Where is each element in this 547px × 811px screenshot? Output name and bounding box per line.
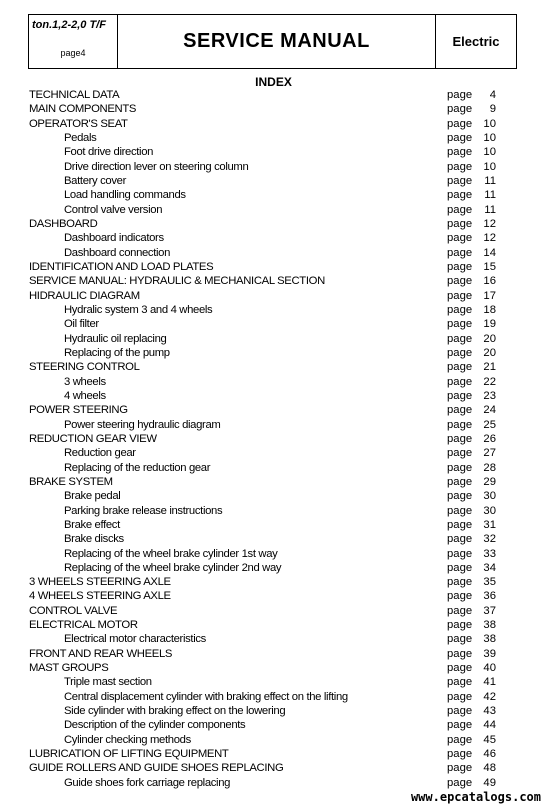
toc-entry-title: POWER STEERING [29,404,128,417]
toc-page-word: page [447,103,473,116]
toc-page-number: 10 [483,146,496,159]
toc-page-number: 25 [483,418,496,431]
toc-entry-title: SERVICE MANUAL: HYDRAULIC & MECHANICAL SECTION [29,275,325,288]
toc-entry-title: Replacing of the pump [64,346,170,359]
toc-page-word: page [447,289,473,302]
toc-entry-title: Drive direction lever on steering column [64,160,249,173]
toc-page-number: 4 [489,89,496,101]
toc-page-number: 12 [483,217,496,230]
model-label: ton.1,2-2,0 T/F [32,19,106,31]
toc-entry[interactable] [0,589,547,603]
toc-entry-title: Parking brake release instructions [64,504,223,517]
toc-entry-title: LUBRICATION OF LIFTING EQUIPMENT [29,748,229,761]
toc-page-number: 28 [483,461,496,474]
toc-page-number: 19 [483,318,496,331]
toc-entry-title: Brake discks [64,533,124,546]
toc-page-word: page [447,275,473,288]
toc-entry-title: Replacing of the wheel brake cylinder 1st way [64,547,278,560]
toc-page-word: page [447,117,473,130]
toc-entry[interactable] [0,661,547,675]
toc-page-word: page [447,690,473,703]
toc-page-word: page [447,633,473,646]
toc-subentry[interactable] [0,332,547,346]
toc-entry-title: Dashboard indicators [64,232,164,245]
toc-entry[interactable] [0,360,547,374]
toc-page-word: page [447,447,473,460]
toc-page-number: 48 [483,762,496,775]
toc-subentry[interactable] [0,188,547,202]
toc-entry[interactable] [0,403,547,417]
toc-entry-title: MAIN COMPONENTS [29,103,137,116]
toc-subentry[interactable] [0,303,547,317]
toc-page-word: page [447,504,473,517]
toc-page-number: 18 [483,303,496,316]
toc-entry-title: ELECTRICAL MOTOR [29,619,138,632]
toc-page-number: 44 [483,719,496,732]
toc-subentry[interactable] [0,446,547,460]
toc-entry-title: Hydralic system 3 and 4 wheels [64,303,213,316]
toc-subentry[interactable] [0,174,547,188]
toc-entry-title: IDENTIFICATION AND LOAD PLATES [29,260,214,273]
toc-entry[interactable] [0,260,547,274]
toc-page-number: 43 [483,705,496,718]
toc-page-number: 30 [483,490,496,503]
toc-subentry[interactable] [0,718,547,732]
index-heading: INDEX [255,75,292,89]
toc-subentry[interactable] [0,733,547,747]
toc-page-number: 42 [483,690,496,703]
toc-entry-title: Pedals [64,131,97,144]
toc-entry[interactable] [0,88,547,102]
toc-page-word: page [447,561,473,574]
toc-subentry[interactable] [0,317,547,331]
toc-page-word: page [447,662,473,675]
toc-page-word: page [447,217,473,230]
table-of-contents [0,88,547,790]
toc-page-word: page [447,733,473,746]
toc-entry-title: REDUCTION GEAR VIEW [29,432,157,445]
toc-entry-title: Foot drive direction [64,146,154,159]
toc-entry-title: Triple mast section [64,676,152,689]
toc-page-number: 22 [483,375,496,388]
toc-page-word: page [447,475,473,488]
toc-entry[interactable] [0,274,547,288]
toc-page-word: page [447,418,473,431]
toc-subentry[interactable] [0,547,547,561]
toc-page-number: 16 [483,275,496,288]
toc-entry[interactable] [0,747,547,761]
toc-page-word: page [447,131,473,144]
toc-page-number: 33 [483,547,496,560]
toc-entry[interactable] [0,761,547,775]
toc-page-number: 29 [483,475,496,488]
toc-entry-title: Electrical motor characteristics [64,633,206,646]
toc-page-number: 40 [483,662,496,675]
toc-page-word: page [447,676,473,689]
toc-entry-title: HIDRAULIC DIAGRAM [29,289,140,302]
toc-entry[interactable] [0,117,547,131]
toc-page-number: 39 [483,647,496,660]
toc-page-word: page [447,389,473,402]
toc-page-number: 27 [483,447,496,460]
toc-entry-title: BRAKE SYSTEM [29,475,113,488]
toc-subentry[interactable] [0,704,547,718]
toc-entry-title: Cylinder checking methods [64,733,191,746]
toc-subentry[interactable] [0,518,547,532]
toc-page-word: page [447,533,473,546]
toc-page-word: page [447,490,473,503]
toc-entry[interactable] [0,618,547,632]
toc-page-number: 32 [483,533,496,546]
toc-entry[interactable] [0,575,547,589]
header-category-cell [436,15,516,68]
toc-subentry[interactable] [0,231,547,245]
header-model-cell [29,15,118,68]
toc-page-word: page [447,318,473,331]
toc-subentry[interactable] [0,346,547,360]
toc-entry[interactable] [0,217,547,231]
toc-entry-title: Reduction gear [64,447,136,460]
toc-page-word: page [447,232,473,245]
toc-page-number: 38 [483,633,496,646]
toc-page-number: 36 [483,590,496,603]
toc-entry-title: Central displacement cylinder with braking effect on the lifting [64,690,348,703]
toc-entry-title: Replacing of the wheel brake cylinder 2nd way [64,561,282,574]
toc-page-word: page [447,189,473,202]
toc-subentry[interactable] [0,203,547,217]
toc-entry-title: Control valve version [64,203,163,216]
toc-subentry[interactable] [0,532,547,546]
toc-entry-title: Hydraulic oil replacing [64,332,167,345]
toc-page-word: page [447,375,473,388]
toc-page-word: page [447,361,473,374]
toc-entry-title: 4 WHEELS STEERING AXLE [29,590,171,603]
toc-subentry[interactable] [0,131,547,145]
toc-entry-title: Guide shoes fork carriage replacing [64,776,231,789]
toc-page-number: 49 [483,776,496,789]
toc-subentry[interactable] [0,389,547,403]
toc-page-word: page [447,461,473,474]
toc-subentry[interactable] [0,461,547,475]
toc-page-word: page [447,619,473,632]
toc-page-word: page [447,776,473,789]
toc-page-word: page [447,518,473,531]
toc-subentry[interactable] [0,246,547,260]
toc-entry[interactable] [0,647,547,661]
document-header [28,14,517,69]
toc-subentry[interactable] [0,489,547,503]
toc-page-word: page [447,203,473,216]
toc-entry-title: TECHNICAL DATA [29,89,120,101]
toc-page-number: 41 [483,676,496,689]
toc-page-number: 14 [483,246,496,259]
toc-subentry[interactable] [0,145,547,159]
toc-entry-title: 4 wheels [64,389,106,402]
toc-page-number: 11 [484,189,496,202]
toc-page-word: page [447,705,473,718]
toc-page-word: page [447,604,473,617]
toc-entry[interactable] [0,102,547,116]
watermark-text[interactable]: www.epcatalogs.com [410,790,541,804]
toc-entry-title: Battery cover [64,174,127,187]
toc-subentry[interactable] [0,690,547,704]
toc-subentry[interactable] [0,776,547,790]
toc-page-number: 9 [489,103,496,116]
toc-page-number: 15 [483,260,496,273]
toc-entry-title: DASHBOARD [29,217,98,230]
toc-page-word: page [447,303,473,316]
toc-subentry[interactable] [0,160,547,174]
toc-page-word: page [447,647,473,660]
toc-page-word: page [447,404,473,417]
toc-page-number: 12 [483,232,496,245]
toc-page-number: 24 [483,404,496,417]
toc-page-number: 23 [483,389,496,402]
toc-subentry[interactable] [0,675,547,689]
category-label: Electric [452,34,500,49]
toc-subentry[interactable] [0,375,547,389]
toc-page-word: page [447,146,473,159]
toc-page-number: 34 [483,561,496,574]
toc-page-word: page [447,748,473,761]
toc-entry-title: Load handling commands [64,189,186,202]
toc-entry-title: Replacing of the reduction gear [64,461,211,474]
toc-page-word: page [447,762,473,775]
toc-entry-title: 3 WHEELS STEERING AXLE [29,576,171,589]
toc-entry[interactable] [0,432,547,446]
toc-page-number: 20 [483,346,496,359]
toc-page-number: 35 [483,576,496,589]
toc-entry-title: CONTROL VALVE [29,604,118,617]
toc-page-number: 10 [483,131,496,144]
toc-page-word: page [447,160,473,173]
toc-entry-title: Description of the cylinder components [64,719,246,732]
toc-page-number: 31 [483,518,496,531]
toc-page-number: 11 [484,203,496,216]
toc-entry-title: STEERING CONTROL [29,361,140,374]
toc-page-word: page [447,260,473,273]
toc-entry-title: GUIDE ROLLERS AND GUIDE SHOES REPLACING [29,762,284,775]
toc-page-word: page [447,576,473,589]
toc-page-word: page [447,332,473,345]
toc-entry-title: 3 wheels [64,375,106,388]
toc-entry[interactable] [0,475,547,489]
toc-page-number: 26 [483,432,496,445]
toc-page-word: page [447,89,473,101]
toc-page-number: 45 [483,733,496,746]
toc-entry-title: FRONT AND REAR WHEELS [29,647,173,660]
toc-page-word: page [447,547,473,560]
toc-subentry[interactable] [0,632,547,646]
toc-entry-title: Side cylinder with braking effect on the lowering [64,705,286,718]
header-title-cell [118,15,436,68]
header-page-label: page4 [60,48,86,58]
toc-page-word: page [447,432,473,445]
toc-page-word: page [447,174,473,187]
toc-page-number: 10 [483,160,496,173]
toc-subentry[interactable] [0,504,547,518]
toc-entry[interactable] [0,289,547,303]
toc-page-word: page [447,719,473,732]
toc-entry-title: Dashboard connection [64,246,171,259]
toc-entry[interactable] [0,604,547,618]
toc-entry-title: Brake effect [64,518,120,531]
toc-page-number: 17 [483,289,496,302]
toc-page-number: 20 [483,332,496,345]
toc-page-number: 21 [483,361,496,374]
toc-entry-title: Brake pedal [64,490,121,503]
toc-page-word: page [447,346,473,359]
toc-entry-title: Oil filter [64,318,99,331]
toc-page-number: 37 [483,604,496,617]
toc-page-word: page [447,246,473,259]
toc-subentry[interactable] [0,561,547,575]
toc-page-number: 10 [483,117,496,130]
document-title: SERVICE MANUAL [183,30,370,52]
toc-entry-title: Power steering hydraulic diagram [64,418,221,431]
toc-entry-title: OPERATOR'S SEAT [29,117,128,130]
toc-subentry[interactable] [0,418,547,432]
toc-page-number: 38 [483,619,496,632]
toc-entry-title: MAST GROUPS [29,662,109,675]
toc-page-number: 11 [484,174,496,187]
toc-page-number: 46 [483,748,496,761]
toc-page-word: page [447,590,473,603]
toc-page-number: 30 [483,504,496,517]
